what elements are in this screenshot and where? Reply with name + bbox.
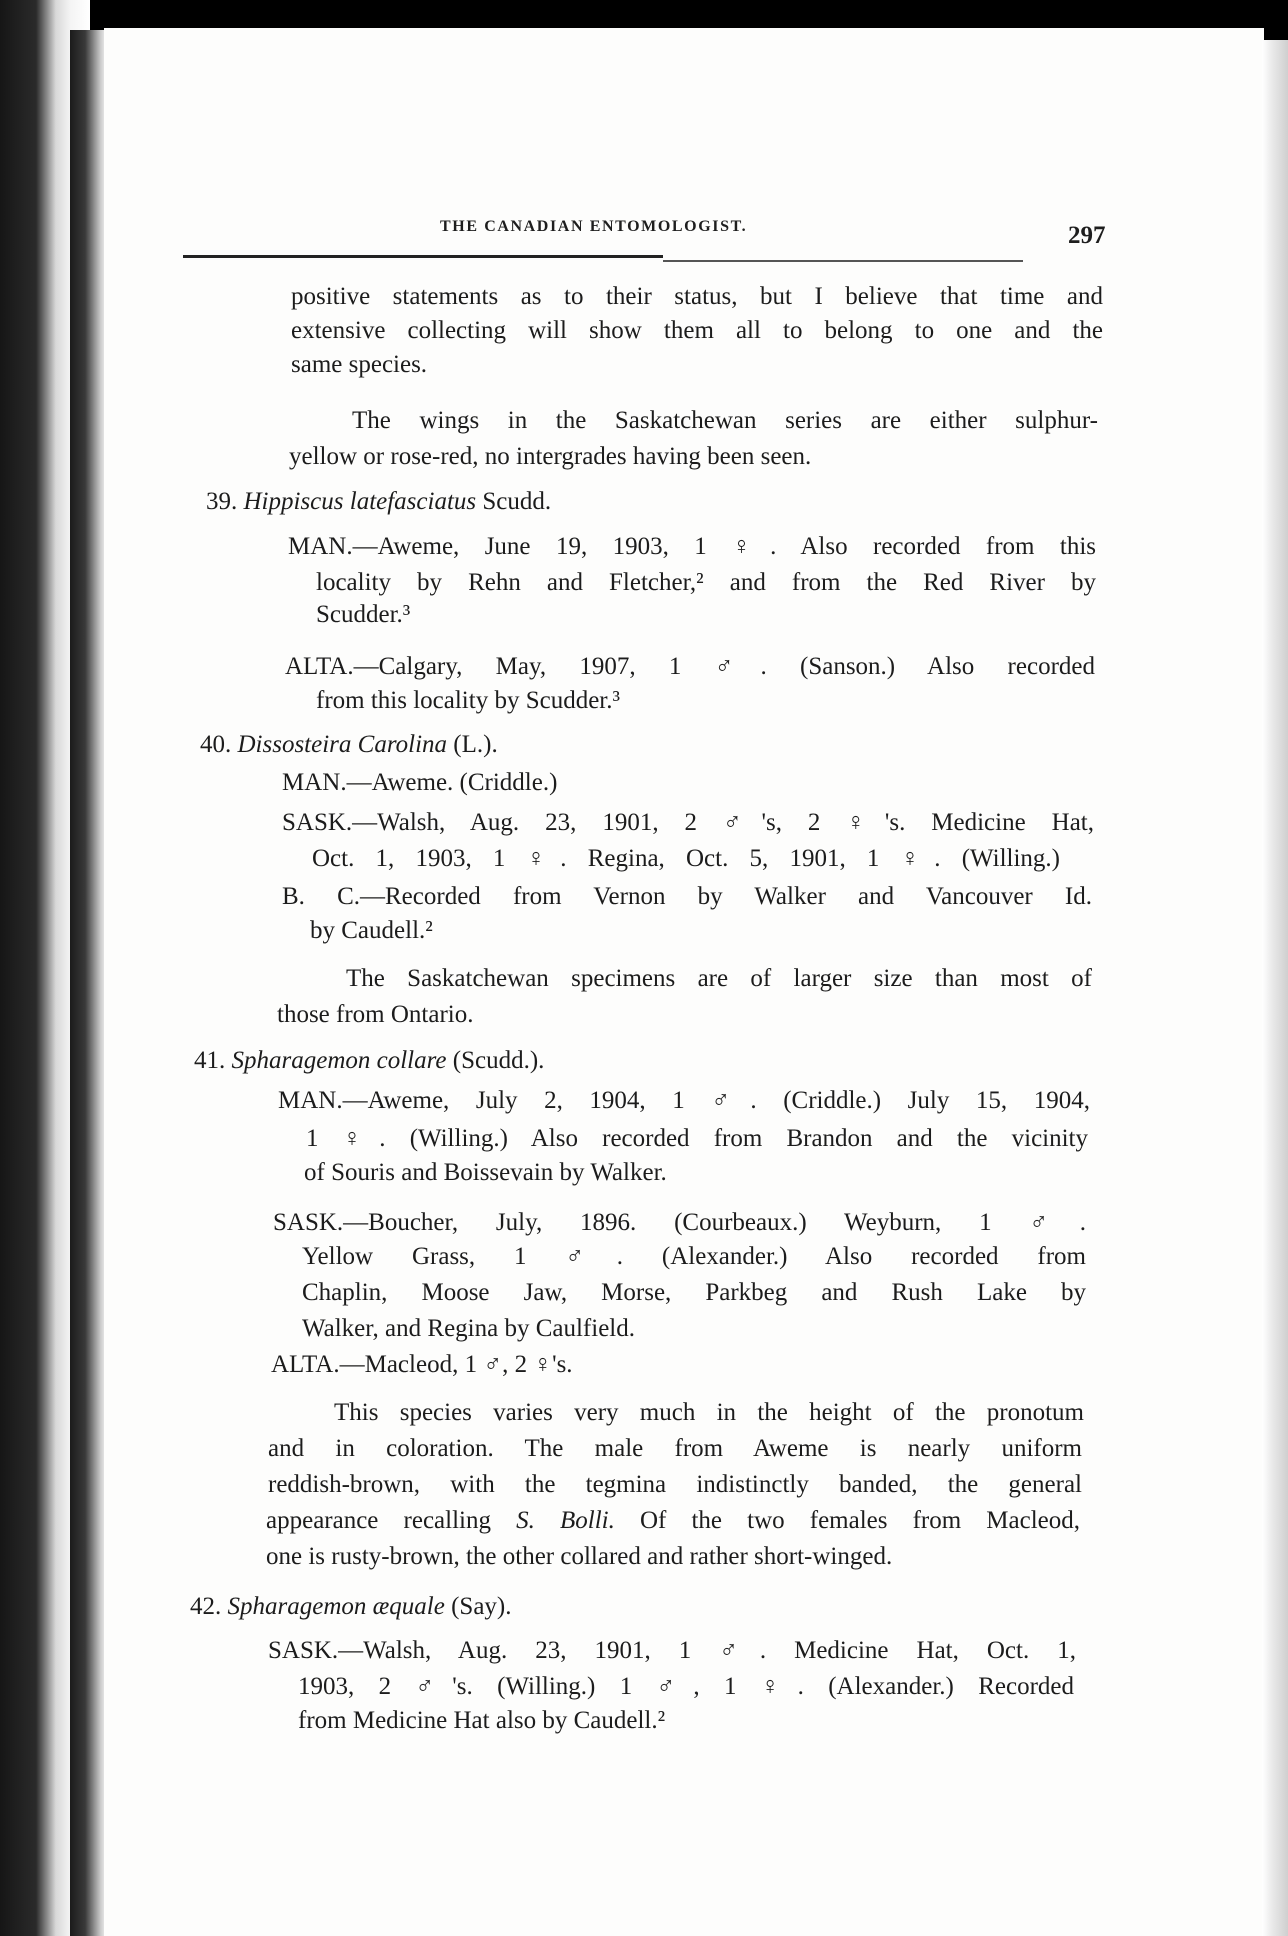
- body-line: extensive collecting will show them all to belong to one and the: [291, 317, 1103, 344]
- species-number: 41.: [194, 1047, 226, 1074]
- body-line: one is rusty-brown, the other collared and rather short-winged.: [266, 1543, 893, 1570]
- record-line: SASK.—Walsh, Aug. 23, 1901, 1 ♂. Medicine Hat, Oct. 1,: [268, 1637, 1076, 1664]
- species-name: Spharagemon æquale: [227, 1593, 445, 1620]
- species-author: (L.).: [453, 731, 498, 758]
- body-line: This species varies very much in the height of the pronotum: [334, 1399, 1084, 1426]
- body-line: same species.: [291, 351, 428, 378]
- running-title: THE CANADIAN ENTOMOLOGIST.: [440, 218, 748, 235]
- record-line: from Medicine Hat also by Caudell.²: [298, 1707, 666, 1734]
- record-line: 1 ♀. (Willing.) Also recorded from Brandon and the vicinity: [306, 1125, 1088, 1152]
- record-line: MAN.—Aweme, June 19, 1903, 1 ♀. Also recorded from this: [288, 533, 1096, 560]
- species-number: 42.: [190, 1593, 222, 1620]
- record-line: Scudder.³: [316, 601, 411, 628]
- record-line: 1903, 2 ♂'s. (Willing.) 1 ♂, 1 ♀. (Alexander.) Recorded: [298, 1673, 1074, 1700]
- header-rule: [183, 255, 663, 258]
- species-author: (Say).: [451, 1593, 512, 1620]
- species-heading-42: [190, 1592, 512, 1622]
- record-line: B. C.—Recorded from Vernon by Walker and Vancouver Id.: [282, 883, 1092, 910]
- body-line: and in coloration. The male from Aweme is nearly uniform: [268, 1435, 1082, 1462]
- record-line: ALTA.—Macleod, 1 ♂, 2 ♀'s.: [271, 1351, 573, 1378]
- record-line: by Caudell.²: [310, 917, 433, 944]
- header-rule-thin: [663, 260, 1023, 262]
- body-line: positive statements as to their status, but I believe that time and: [291, 283, 1103, 310]
- record-line: Chaplin, Moose Jaw, Morse, Parkbeg and Rush Lake by: [302, 1279, 1086, 1306]
- species-name: Dissosteira Carolina: [237, 731, 448, 758]
- page-number: 297: [1068, 222, 1106, 249]
- body-line: those from Ontario.: [277, 1001, 474, 1028]
- species-author: (Scudd.).: [452, 1047, 545, 1074]
- record-line: Walker, and Regina by Caulfield.: [302, 1315, 635, 1342]
- species-name: Hippiscus latefasciatus: [243, 488, 477, 515]
- record-line: locality by Rehn and Fletcher,² and from the Red River by: [316, 569, 1096, 596]
- species-heading-40: [200, 730, 498, 760]
- species-number: 39.: [206, 488, 238, 515]
- body-line: reddish-brown, with the tegmina indistinctly banded, the general: [268, 1471, 1082, 1498]
- record-line: of Souris and Boissevain by Walker.: [304, 1159, 667, 1186]
- body-line: The Saskatchewan specimens are of larger size than most of: [346, 965, 1092, 992]
- page-edge: [1262, 40, 1288, 1936]
- species-heading-41: [194, 1046, 544, 1076]
- text-run: Of the two females from Macleod,: [639, 1507, 1081, 1534]
- species-number: 40.: [200, 731, 232, 758]
- record-line: SASK.—Boucher, July, 1896. (Courbeaux.) Weyburn, 1 ♂.: [273, 1209, 1086, 1236]
- record-line: from this locality by Scudder.³: [316, 687, 620, 714]
- record-line: Oct. 1, 1903, 1 ♀. Regina, Oct. 5, 1901, 1 ♀. (Willing.): [312, 845, 1060, 872]
- record-line: SASK.—Walsh, Aug. 23, 1901, 2 ♂'s, 2 ♀'s. Medicine Hat,: [282, 809, 1094, 836]
- record-line: MAN.—Aweme. (Criddle.): [282, 769, 558, 796]
- record-line: MAN.—Aweme, July 2, 1904, 1 ♂. (Criddle.) July 15, 1904,: [278, 1087, 1090, 1114]
- record-line: ALTA.—Calgary, May, 1907, 1 ♂. (Sanson.) Also recorded: [285, 653, 1095, 680]
- book-gutter: [70, 30, 108, 1936]
- species-name: Spharagemon collare: [231, 1047, 447, 1074]
- body-line: The wings in the Saskatchewan series are either sulphur-: [352, 407, 1098, 434]
- body-line: yellow or rose-red, no intergrades having been seen.: [289, 443, 812, 470]
- species-author: Scudd.: [482, 488, 552, 515]
- text-run: appearance recalling: [266, 1507, 491, 1534]
- record-line: Yellow Grass, 1 ♂. (Alexander.) Also recorded from: [302, 1243, 1086, 1270]
- species-heading-39: [206, 487, 551, 517]
- species-reference: S. Bolli.: [516, 1507, 615, 1534]
- body-line: [266, 1506, 1080, 1536]
